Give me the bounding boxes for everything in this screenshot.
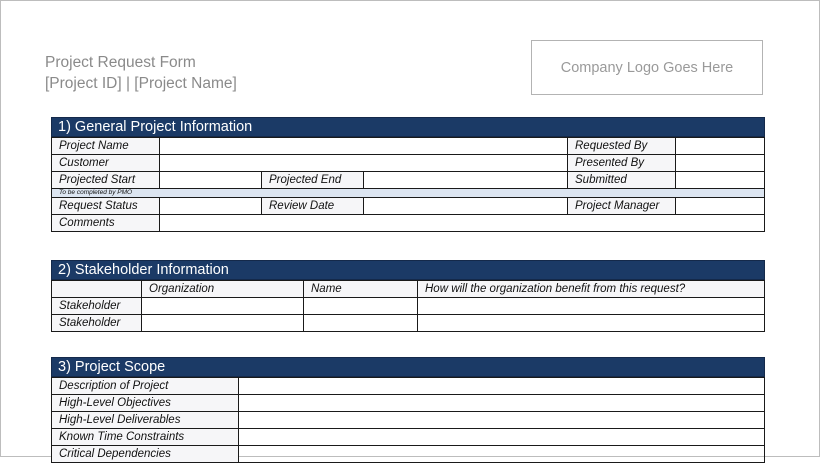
project-scope-table (51, 377, 765, 463)
objectives-label: High-Level Objectives (52, 395, 239, 412)
benefit-field[interactable] (418, 298, 765, 315)
requested-by-field[interactable] (676, 138, 765, 155)
projected-end-label: Projected End (262, 172, 364, 189)
table-row (52, 395, 765, 412)
table-row (52, 155, 765, 172)
organization-field[interactable] (142, 315, 304, 332)
objectives-field[interactable] (239, 395, 765, 412)
stakeholder-label: Stakeholder (52, 315, 142, 332)
name-field[interactable] (304, 315, 418, 332)
table-row (52, 138, 765, 155)
projected-start-field[interactable] (160, 172, 262, 189)
name-field[interactable] (304, 298, 418, 315)
section-project-scope (51, 357, 765, 463)
project-manager-field[interactable] (676, 198, 765, 215)
table-row (52, 172, 765, 189)
stakeholder-table (51, 280, 765, 332)
dependencies-field[interactable] (239, 446, 765, 463)
customer-label: Customer (52, 155, 160, 172)
projected-end-field[interactable] (364, 172, 568, 189)
customer-field[interactable] (160, 155, 568, 172)
table-row (52, 412, 765, 429)
submitted-field[interactable] (676, 172, 765, 189)
general-info-table (51, 137, 765, 232)
review-date-field[interactable] (364, 198, 568, 215)
table-row (52, 429, 765, 446)
column-header-name: Name (304, 281, 418, 298)
project-manager-label: Project Manager (568, 198, 676, 215)
presented-by-field[interactable] (676, 155, 765, 172)
time-constraints-field[interactable] (239, 429, 765, 446)
requested-by-label: Requested By (568, 138, 676, 155)
time-constraints-label: Known Time Constraints (52, 429, 239, 446)
description-label: Description of Project (52, 378, 239, 395)
table-row (52, 298, 765, 315)
column-header-benefit: How will the organization benefit from this request? (418, 281, 765, 298)
section-general-info (51, 117, 765, 232)
project-name-label: Project Name (52, 138, 160, 155)
column-header-organization: Organization (142, 281, 304, 298)
request-status-field[interactable] (160, 198, 262, 215)
section-heading: 1) General Project Information (51, 117, 765, 137)
page-subtitle: [Project ID] | [Project Name] (45, 75, 237, 92)
stakeholder-label: Stakeholder (52, 298, 142, 315)
benefit-field[interactable] (418, 315, 765, 332)
comments-label: Comments (52, 215, 160, 232)
deliverables-label: High-Level Deliverables (52, 412, 239, 429)
presented-by-label: Presented By (568, 155, 676, 172)
request-status-label: Request Status (52, 198, 160, 215)
page-title: Project Request Form (45, 54, 196, 71)
deliverables-field[interactable] (239, 412, 765, 429)
organization-field[interactable] (142, 298, 304, 315)
table-header-row (52, 281, 765, 298)
projected-start-label: Projected Start (52, 172, 160, 189)
review-date-label: Review Date (262, 198, 364, 215)
logo-placeholder: Company Logo Goes Here (531, 40, 763, 95)
description-field[interactable] (239, 378, 765, 395)
submitted-label: Submitted (568, 172, 676, 189)
pmo-note: To be completed by PMO (52, 189, 765, 198)
dependencies-label: Critical Dependencies (52, 446, 239, 463)
table-row (52, 198, 765, 215)
section-heading: 2) Stakeholder Information (51, 260, 765, 280)
section-stakeholder-info (51, 260, 765, 332)
comments-field[interactable] (160, 215, 765, 232)
table-row (52, 315, 765, 332)
pmo-divider-row (52, 189, 765, 198)
table-row (52, 378, 765, 395)
table-row (52, 446, 765, 463)
corner-cell (52, 281, 142, 298)
table-row (52, 215, 765, 232)
section-heading: 3) Project Scope (51, 357, 765, 377)
project-name-field[interactable] (160, 138, 568, 155)
